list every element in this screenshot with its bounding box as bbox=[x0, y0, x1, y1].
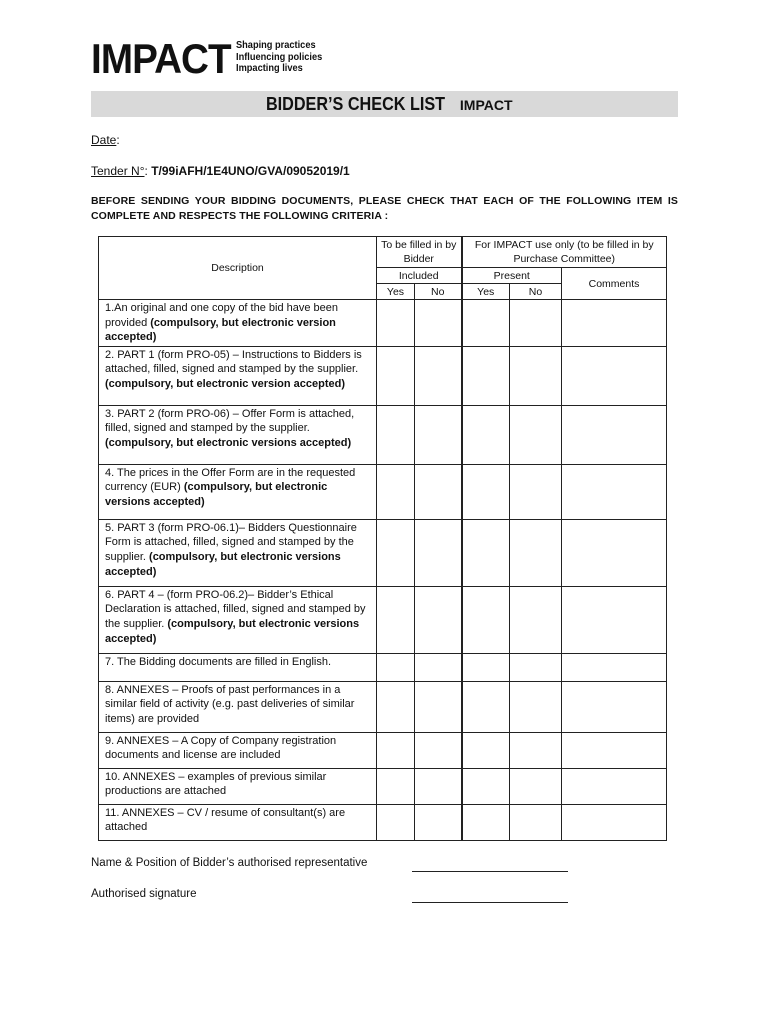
checklist-item-description bbox=[99, 804, 377, 840]
bidder-no-cell[interactable] bbox=[415, 405, 462, 464]
item-text: 11. ANNEXES – CV / resume of consultant(s) are attached bbox=[105, 806, 346, 834]
logo-wordmark: IMPACT bbox=[91, 35, 231, 82]
item-criteria: (compulsory, but electronic version accepted) bbox=[105, 377, 346, 390]
checklist-item-description bbox=[99, 405, 377, 464]
document-title-bar bbox=[91, 91, 678, 117]
bidder-yes-cell[interactable] bbox=[377, 804, 415, 840]
comments-cell[interactable] bbox=[562, 804, 667, 840]
representative-line[interactable] bbox=[412, 871, 568, 872]
tender-number: T/99iAFH/1E4UNO/GVA/09052019/1 bbox=[151, 164, 350, 178]
impact-present-yes-cell[interactable] bbox=[462, 804, 510, 840]
document-title: BIDDER’S CHECK LIST bbox=[266, 94, 446, 114]
comments-cell[interactable] bbox=[562, 732, 667, 768]
comments-cell[interactable] bbox=[562, 586, 667, 653]
signature-line[interactable] bbox=[412, 902, 568, 903]
item-text: 7. The Bidding documents are filled in English. bbox=[105, 655, 332, 668]
header-included-no: No bbox=[415, 284, 462, 300]
impact-present-no-cell[interactable] bbox=[510, 586, 562, 653]
bidder-yes-cell[interactable] bbox=[377, 732, 415, 768]
bidder-no-cell[interactable] bbox=[415, 464, 462, 519]
impact-present-yes-cell[interactable] bbox=[462, 300, 510, 347]
checklist-row bbox=[99, 653, 667, 681]
header-included-yes: Yes bbox=[377, 284, 415, 300]
checklist-item-description bbox=[99, 681, 377, 732]
checklist-item-description bbox=[99, 346, 377, 405]
tender-field bbox=[91, 164, 350, 178]
item-criteria: (compulsory, but electronic version accepted) bbox=[105, 316, 336, 344]
document-title-org: IMPACT bbox=[459, 97, 513, 113]
bidder-no-cell[interactable] bbox=[415, 346, 462, 405]
checklist-row bbox=[99, 300, 667, 347]
item-text: 10. ANNEXES – examples of previous similar productions are attached bbox=[105, 770, 327, 798]
header-bidder: To be filled in by Bidder bbox=[377, 237, 462, 268]
item-text: 4. The prices in the Offer Form are in the requested currency (EUR) bbox=[105, 466, 356, 494]
tagline-line-1: Shaping practices bbox=[236, 39, 316, 51]
comments-cell[interactable] bbox=[562, 300, 667, 347]
comments-cell[interactable] bbox=[562, 405, 667, 464]
checklist-row bbox=[99, 681, 667, 732]
item-criteria: (compulsory, but electronic versions accepted) bbox=[105, 481, 328, 508]
bidder-yes-cell[interactable] bbox=[377, 653, 415, 681]
item-text: 1.An original and one copy of the bid have been provided bbox=[105, 302, 339, 329]
bidder-yes-cell[interactable] bbox=[377, 464, 415, 519]
comments-cell[interactable] bbox=[562, 768, 667, 804]
tender-colon: : bbox=[144, 164, 148, 178]
impact-present-no-cell[interactable] bbox=[510, 519, 562, 586]
header-comments: Comments bbox=[562, 268, 667, 300]
checklist-row bbox=[99, 768, 667, 804]
item-criteria: (compulsory, but electronic versions accepted) bbox=[105, 436, 352, 449]
impact-present-yes-cell[interactable] bbox=[462, 586, 510, 653]
impact-present-yes-cell[interactable] bbox=[462, 681, 510, 732]
header-present-no: No bbox=[510, 284, 562, 300]
checklist-item-description bbox=[99, 768, 377, 804]
instructions-text: BEFORE SENDING YOUR BIDDING DOCUMENTS, PLEASE CHECK THAT EACH OF THE FOLLOWING ITEM IS COMPLETE AND RESPECTS THE FOLLOWING CRITERIA : bbox=[91, 195, 678, 222]
impact-present-yes-cell[interactable] bbox=[462, 405, 510, 464]
impact-present-no-cell[interactable] bbox=[510, 768, 562, 804]
bidder-yes-cell[interactable] bbox=[377, 586, 415, 653]
impact-present-yes-cell[interactable] bbox=[462, 346, 510, 405]
impact-present-no-cell[interactable] bbox=[510, 653, 562, 681]
impact-present-no-cell[interactable] bbox=[510, 464, 562, 519]
bidder-no-cell[interactable] bbox=[415, 653, 462, 681]
comments-cell[interactable] bbox=[562, 519, 667, 586]
item-text: 3. PART 2 (form PRO-06) – Offer Form is attached, filled, signed and stamped by the supplier. bbox=[105, 407, 355, 435]
bidder-no-cell[interactable] bbox=[415, 732, 462, 768]
checklist-row bbox=[99, 464, 667, 519]
checklist-item-description bbox=[99, 732, 377, 768]
date-label: Date bbox=[91, 133, 117, 147]
item-text: 8. ANNEXES – Proofs of past performances in a similar field of activity (e.g. past deliveries of similar items) are provided bbox=[105, 683, 355, 725]
bidder-no-cell[interactable] bbox=[415, 586, 462, 653]
item-criteria: (compulsory, but electronic versions accepted) bbox=[105, 550, 341, 578]
header-included: Included bbox=[377, 268, 462, 284]
bidder-yes-cell[interactable] bbox=[377, 768, 415, 804]
item-criteria: (compulsory, but electronic versions accepted) bbox=[105, 617, 360, 645]
checklist-row bbox=[99, 346, 667, 405]
item-text: 9. ANNEXES – A Copy of Company registration documents and license are included bbox=[105, 734, 337, 762]
checklist-row bbox=[99, 732, 667, 768]
impact-present-yes-cell[interactable] bbox=[462, 768, 510, 804]
logo-tagline bbox=[236, 40, 322, 75]
checklist-row bbox=[99, 405, 667, 464]
header-description: Description bbox=[99, 237, 377, 300]
item-text: 5. PART 3 (form PRO-06.1)– Bidders Questionnaire Form is attached, filled, signed and stamped by the supplier. bbox=[105, 521, 357, 563]
impact-present-yes-cell[interactable] bbox=[462, 732, 510, 768]
comments-cell[interactable] bbox=[562, 681, 667, 732]
impact-present-no-cell[interactable] bbox=[510, 732, 562, 768]
checklist-item-description bbox=[99, 653, 377, 681]
checklist-row bbox=[99, 804, 667, 840]
checklist-item-description bbox=[99, 464, 377, 519]
impact-present-yes-cell[interactable] bbox=[462, 464, 510, 519]
bidder-no-cell[interactable] bbox=[415, 681, 462, 732]
impact-present-yes-cell[interactable] bbox=[462, 519, 510, 586]
impact-present-no-cell[interactable] bbox=[510, 346, 562, 405]
impact-present-no-cell[interactable] bbox=[510, 681, 562, 732]
bidder-no-cell[interactable] bbox=[415, 768, 462, 804]
tender-label: Tender N° bbox=[91, 164, 145, 178]
checklist-item-description bbox=[99, 586, 377, 653]
bidder-yes-cell[interactable] bbox=[377, 519, 415, 586]
comments-cell[interactable] bbox=[562, 464, 667, 519]
header-present: Present bbox=[462, 268, 562, 284]
checklist-table bbox=[98, 236, 667, 841]
bidder-no-cell[interactable] bbox=[415, 300, 462, 347]
tagline-line-2: Influencing policies bbox=[236, 50, 323, 63]
item-text: 6. PART 4 – (form PRO-06.2)– Bidder’s Ethical Declaration is attached, filled, signed and stamped by the supplier. bbox=[105, 588, 366, 630]
checklist-row bbox=[99, 586, 667, 653]
tagline-line-3: Impacting lives bbox=[236, 62, 303, 74]
bidder-yes-cell[interactable] bbox=[377, 300, 415, 347]
bidder-yes-cell[interactable] bbox=[377, 346, 415, 405]
impact-present-no-cell[interactable] bbox=[510, 405, 562, 464]
date-colon: : bbox=[116, 133, 120, 147]
checklist-item-description bbox=[99, 300, 377, 347]
item-text: 2. PART 1 (form PRO-05) – Instructions to Bidders is attached, filled, signed and stamped by the supplier. bbox=[105, 348, 362, 376]
comments-cell[interactable] bbox=[562, 346, 667, 405]
impact-present-no-cell[interactable] bbox=[510, 804, 562, 840]
checklist-row bbox=[99, 519, 667, 586]
header-impact-use: For IMPACT use only (to be filled in by Purchase Committee) bbox=[462, 237, 667, 268]
impact-present-yes-cell[interactable] bbox=[462, 653, 510, 681]
bidder-no-cell[interactable] bbox=[415, 519, 462, 586]
comments-cell[interactable] bbox=[562, 653, 667, 681]
representative-label: Name & Position of Bidder’s authorised representative bbox=[91, 857, 368, 869]
impact-logo bbox=[91, 35, 323, 82]
bidder-no-cell[interactable] bbox=[415, 804, 462, 840]
impact-present-no-cell[interactable] bbox=[510, 300, 562, 347]
bidder-yes-cell[interactable] bbox=[377, 681, 415, 732]
bidder-yes-cell[interactable] bbox=[377, 405, 415, 464]
header-present-yes: Yes bbox=[462, 284, 510, 300]
signature-label: Authorised signature bbox=[91, 888, 197, 900]
date-field bbox=[91, 133, 120, 147]
checklist-item-description bbox=[99, 519, 377, 586]
